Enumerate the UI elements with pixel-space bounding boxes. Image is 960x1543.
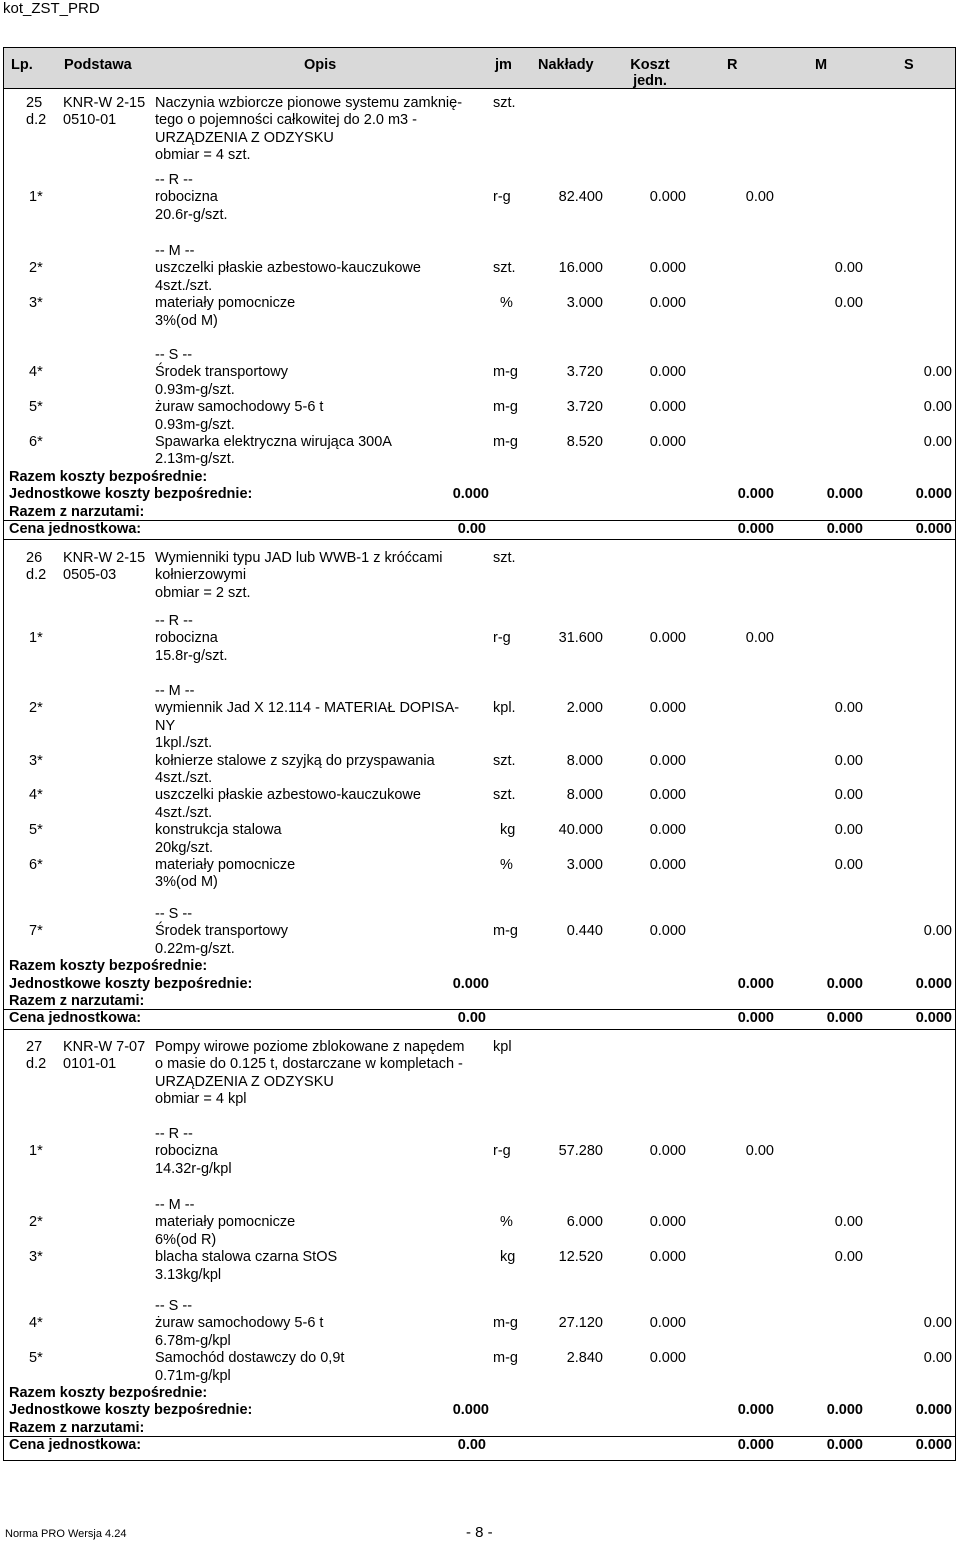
row-description: żuraw samochodowy 5-6 t: [155, 1315, 324, 1332]
row-koszt: 0.000: [649, 752, 686, 769]
row-value-m: 0.00: [834, 295, 863, 312]
group-header: -- S --: [155, 347, 193, 363]
position-podstawa: 0510-01: [63, 112, 117, 129]
row-naklady: 8.520: [566, 434, 603, 450]
group-header: -- R --: [155, 172, 193, 188]
row-koszt: 0.000: [649, 1315, 686, 1332]
jednostkowe-s: 0.000: [915, 1402, 952, 1419]
row-naklady: 16.000: [558, 260, 603, 277]
row-unit: szt.: [493, 787, 516, 804]
row-koszt: 0.000: [649, 1350, 686, 1367]
row-value-m: 0.00: [834, 1214, 863, 1231]
header-m: M: [815, 57, 828, 73]
row-norm: 0.93m-g/szt.: [155, 381, 235, 398]
position-lp: d.2: [26, 1056, 47, 1073]
row-koszt: 0.000: [649, 787, 686, 804]
row-value-s: 0.00: [923, 1315, 952, 1332]
row-norm: 4szt./szt.: [155, 804, 213, 821]
row-value-m: 0.00: [834, 787, 863, 804]
row-naklady: 82.400: [558, 189, 603, 206]
group-header: -- R --: [155, 613, 193, 629]
row-number: 1*: [29, 189, 43, 206]
row-norm: 2.13m-g/szt.: [155, 451, 235, 468]
jednostkowe-r: 0.000: [737, 975, 774, 992]
cena-jednostkowa-r: 0.000: [737, 1010, 774, 1027]
jednostkowe-s: 0.000: [915, 486, 952, 503]
row-norm: 6.78m-g/kpl: [155, 1332, 231, 1349]
position-lp: 26: [26, 550, 43, 566]
row-norm: 15.8r-g/szt.: [155, 647, 228, 664]
row-number: 5*: [29, 1350, 43, 1367]
row-norm: 3%(od M): [155, 312, 218, 329]
jednostkowe-m: 0.000: [826, 486, 863, 503]
row-number: 5*: [29, 399, 43, 416]
jednostkowe-m: 0.000: [826, 1402, 863, 1419]
row-unit: %: [500, 295, 513, 312]
group-header: -- M --: [155, 243, 195, 259]
header-podstawa: Podstawa: [64, 57, 132, 73]
row-unit: r-g: [493, 189, 511, 206]
row-value-r: 0.00: [745, 189, 774, 206]
row-naklady: 31.600: [558, 630, 603, 647]
row-norm: 20kg/szt.: [155, 839, 214, 856]
position-description: obmiar = 4 kpl: [155, 1091, 247, 1108]
group-header: -- M --: [155, 1197, 195, 1213]
cena-jednostkowa-m: 0.000: [826, 521, 863, 537]
razem-koszty-bezposrednie: Razem koszty bezpośrednie:: [9, 468, 208, 485]
row-koszt: 0.000: [649, 364, 686, 381]
header-opis: Opis: [304, 57, 337, 73]
jednostkowe-koszt: 0.000: [452, 486, 489, 503]
row-unit: r-g: [493, 630, 511, 647]
row-unit: kpl.: [493, 700, 516, 717]
row-koszt: 0.000: [649, 189, 686, 206]
row-unit: m-g: [493, 1350, 518, 1367]
row-number: 4*: [29, 364, 43, 381]
position-description: URZĄDZENIA Z ODZYSKU: [155, 1073, 334, 1090]
position-unit: kpl: [493, 1039, 512, 1055]
row-value-m: 0.00: [834, 822, 863, 839]
cena-jednostkowa-r: 0.000: [737, 1437, 774, 1454]
row-naklady: 3.720: [566, 364, 603, 381]
row-value-s: 0.00: [923, 434, 952, 450]
position-lp: 25: [26, 95, 43, 111]
row-norm: 1kpl./szt.: [155, 735, 213, 752]
row-description: kołnierze stalowe z szyjką do przyspawania: [155, 752, 435, 769]
row-description: blacha stalowa czarna StOS: [155, 1249, 338, 1266]
position-lp: d.2: [26, 112, 47, 129]
row-value-s: 0.00: [923, 364, 952, 381]
row-number: 2*: [29, 260, 43, 277]
row-value-m: 0.00: [834, 752, 863, 769]
row-number: 6*: [29, 857, 43, 873]
row-value-s: 0.00: [923, 399, 952, 416]
row-naklady: 8.000: [566, 787, 603, 804]
row-description: Środek transportowy: [155, 364, 288, 381]
row-koszt: 0.000: [649, 434, 686, 450]
row-value-r: 0.00: [745, 1143, 774, 1160]
row-unit: szt.: [493, 260, 516, 277]
cena-jednostkowa-r: 0.000: [737, 521, 774, 537]
position-podstawa: KNR-W 7-07: [63, 1039, 146, 1055]
row-unit: m-g: [493, 923, 518, 940]
row-number: 5*: [29, 822, 43, 839]
row-koszt: 0.000: [649, 260, 686, 277]
jednostkowe-label: Jednostkowe koszty bezpośrednie:: [9, 486, 253, 503]
row-koszt: 0.000: [649, 857, 686, 873]
position-description: obmiar = 4 szt.: [155, 147, 251, 164]
row-naklady: 2.840: [566, 1350, 603, 1367]
row-koszt: 0.000: [649, 822, 686, 839]
row-norm: 4szt./szt.: [155, 770, 213, 786]
row-value-m: 0.00: [834, 1249, 863, 1266]
row-unit: m-g: [493, 434, 518, 450]
row-number: 2*: [29, 700, 43, 717]
row-unit: %: [500, 1214, 513, 1231]
row-number: 4*: [29, 1315, 43, 1332]
position-description: URZĄDZENIA Z ODZYSKU: [155, 129, 334, 146]
position-podstawa: 0101-01: [63, 1056, 117, 1073]
jednostkowe-koszt: 0.000: [452, 1402, 489, 1419]
cena-jednostkowa-label: Cena jednostkowa:: [9, 1010, 142, 1027]
header-s: S: [904, 57, 914, 73]
jednostkowe-label: Jednostkowe koszty bezpośrednie:: [9, 1402, 253, 1419]
row-koszt: 0.000: [649, 295, 686, 312]
header-koszt: Koszt jedn.: [630, 57, 670, 89]
jednostkowe-r: 0.000: [737, 1402, 774, 1419]
row-unit: m-g: [493, 399, 518, 416]
row-koszt: 0.000: [649, 399, 686, 416]
row-naklady: 2.000: [566, 700, 603, 717]
row-description: materiały pomocnicze: [155, 1214, 296, 1231]
position-podstawa: 0505-03: [63, 567, 117, 584]
row-description: uszczelki płaskie azbestowo-kauczukowe: [155, 787, 421, 804]
razem-z-narzutami: Razem z narzutami:: [9, 503, 145, 520]
row-naklady: 3.000: [566, 857, 603, 873]
position-unit: szt.: [493, 95, 516, 111]
row-value-s: 0.00: [923, 923, 952, 940]
row-unit: kg: [500, 1249, 516, 1266]
row-description: Samochód dostawczy do 0,9t: [155, 1350, 345, 1367]
razem-z-narzutami: Razem z narzutami:: [9, 1419, 145, 1436]
row-naklady: 40.000: [558, 822, 603, 839]
row-description: materiały pomocnicze: [155, 295, 296, 312]
row-norm: 3.13kg/kpl: [155, 1266, 222, 1283]
row-naklady: 6.000: [566, 1214, 603, 1231]
row-unit: szt.: [493, 752, 516, 769]
row-naklady: 12.520: [558, 1249, 603, 1266]
footer-version: Norma PRO Wersja 4.24: [5, 1528, 127, 1540]
row-number: 1*: [29, 1143, 43, 1160]
row-naklady: 3.720: [566, 399, 603, 416]
row-description-cont: NY: [155, 717, 176, 734]
jednostkowe-label: Jednostkowe koszty bezpośrednie:: [9, 975, 253, 992]
cena-jednostkowa-label: Cena jednostkowa:: [9, 521, 142, 537]
cena-jednostkowa-koszt: 0.00: [457, 521, 486, 537]
jednostkowe-koszt: 0.000: [452, 975, 489, 992]
row-number: 3*: [29, 1249, 43, 1266]
position-lp: d.2: [26, 567, 47, 584]
cena-jednostkowa-s: 0.000: [915, 521, 952, 537]
group-header: -- S --: [155, 1298, 193, 1314]
position-description: o masie do 0.125 t, dostarczane w kompletach -: [155, 1056, 463, 1073]
row-description: Środek transportowy: [155, 923, 288, 940]
row-koszt: 0.000: [649, 700, 686, 717]
row-naklady: 3.000: [566, 295, 603, 312]
row-naklady: 0.440: [566, 923, 603, 940]
row-koszt: 0.000: [649, 1143, 686, 1160]
row-norm: 20.6r-g/szt.: [155, 206, 228, 223]
row-description: robocizna: [155, 189, 218, 206]
row-koszt: 0.000: [649, 1249, 686, 1266]
row-number: 7*: [29, 923, 43, 940]
header-r: R: [727, 57, 738, 73]
row-value-m: 0.00: [834, 260, 863, 277]
jednostkowe-s: 0.000: [915, 975, 952, 992]
row-value-m: 0.00: [834, 700, 863, 717]
razem-koszty-bezposrednie: Razem koszty bezpośrednie:: [9, 1385, 208, 1401]
position-podstawa: KNR-W 2-15: [63, 550, 146, 566]
position-divider: [3, 539, 956, 540]
row-number: 3*: [29, 295, 43, 312]
row-norm: 4szt./szt.: [155, 277, 213, 294]
jednostkowe-m: 0.000: [826, 975, 863, 992]
row-number: 3*: [29, 752, 43, 769]
row-value-r: 0.00: [745, 630, 774, 647]
footer-page-number: - 8 -: [466, 1524, 493, 1541]
row-unit: r-g: [493, 1143, 511, 1160]
razem-z-narzutami: Razem z narzutami:: [9, 993, 145, 1009]
row-number: 6*: [29, 434, 43, 450]
position-unit: szt.: [493, 550, 516, 566]
position-description: Naczynia wzbiorcze pionowe systemu zamknię-: [155, 95, 463, 111]
row-description: materiały pomocnicze: [155, 857, 296, 873]
document-title: kot_ZST_PRD: [3, 0, 100, 17]
row-naklady: 57.280: [558, 1143, 603, 1160]
row-number: 2*: [29, 1214, 43, 1231]
row-norm: 3%(od M): [155, 874, 218, 891]
cena-jednostkowa-koszt: 0.00: [457, 1010, 486, 1027]
cena-jednostkowa-m: 0.000: [826, 1437, 863, 1454]
razem-koszty-bezposrednie: Razem koszty bezpośrednie:: [9, 958, 208, 975]
cena-jednostkowa-m: 0.000: [826, 1010, 863, 1027]
row-description: żuraw samochodowy 5-6 t: [155, 399, 324, 416]
position-podstawa: KNR-W 2-15: [63, 95, 146, 111]
cena-jednostkowa-koszt: 0.00: [457, 1437, 486, 1454]
row-description: uszczelki płaskie azbestowo-kauczukowe: [155, 260, 421, 277]
row-norm: 6%(od R): [155, 1231, 217, 1248]
row-naklady: 8.000: [566, 752, 603, 769]
cena-jednostkowa-label: Cena jednostkowa:: [9, 1437, 142, 1454]
header-lp: Lp.: [11, 57, 33, 73]
row-norm: 0.93m-g/szt.: [155, 416, 235, 433]
row-koszt: 0.000: [649, 630, 686, 647]
row-koszt: 0.000: [649, 1214, 686, 1231]
header-jm: jm: [495, 57, 512, 73]
cena-jednostkowa-s: 0.000: [915, 1437, 952, 1454]
row-norm: 0.71m-g/kpl: [155, 1367, 231, 1384]
group-header: -- M --: [155, 683, 195, 699]
row-unit: m-g: [493, 1315, 518, 1332]
row-norm: 0.22m-g/szt.: [155, 940, 235, 957]
position-divider: [3, 1029, 956, 1030]
row-koszt: 0.000: [649, 923, 686, 940]
position-description: Pompy wirowe poziome zblokowane z napędem: [155, 1039, 465, 1055]
position-lp: 27: [26, 1039, 43, 1055]
row-description: wymiennik Jad X 12.114 - MATERIAŁ DOPISA-: [155, 700, 460, 717]
row-unit: %: [500, 857, 513, 873]
cena-jednostkowa-s: 0.000: [915, 1010, 952, 1027]
position-description: kołnierzowymi: [155, 567, 247, 584]
row-value-s: 0.00: [923, 1350, 952, 1367]
row-description: robocizna: [155, 630, 218, 647]
row-description: robocizna: [155, 1143, 218, 1160]
group-header: -- S --: [155, 906, 193, 922]
row-number: 4*: [29, 787, 43, 804]
position-description: tego o pojemności całkowitej do 2.0 m3 -: [155, 112, 417, 129]
row-unit: m-g: [493, 364, 518, 381]
position-description: Wymienniki typu JAD lub WWB-1 z króćcami: [155, 550, 443, 566]
row-description: Spawarka elektryczna wirująca 300A: [155, 434, 392, 450]
position-description: obmiar = 2 szt.: [155, 584, 251, 601]
row-description: konstrukcja stalowa: [155, 822, 282, 839]
jednostkowe-r: 0.000: [737, 486, 774, 503]
row-value-m: 0.00: [834, 857, 863, 873]
row-naklady: 27.120: [558, 1315, 603, 1332]
group-header: -- R --: [155, 1126, 193, 1142]
row-number: 1*: [29, 630, 43, 647]
row-unit: kg: [500, 822, 516, 839]
row-norm: 14.32r-g/kpl: [155, 1160, 232, 1177]
header-naklady: Nakłady: [538, 57, 594, 73]
